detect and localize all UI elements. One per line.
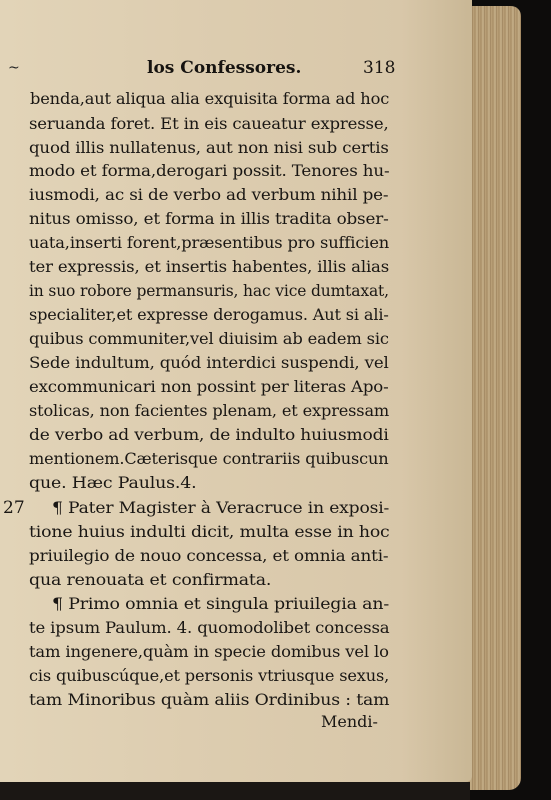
text-line: mentionem.Cæterisque contrariis quibuscun (29, 450, 389, 468)
text-line: priuilegio de nouo concessa, et omnia anti- (29, 547, 389, 565)
text-line: tione huius indulti dicit, multa esse in hoc (29, 523, 390, 541)
text-line: nitus omisso, et forma in illis tradita obser- (29, 210, 389, 228)
running-header (0, 58, 472, 84)
text-line: qua renouata et confirmata. (29, 571, 272, 589)
text-line: excommunicari non possint per literas Apo- (29, 378, 389, 396)
running-title: los Confessores. (147, 58, 302, 78)
text-line: cis quibuscúque,et personis vtriusque sexus, (29, 667, 390, 685)
text-line: uata,inserti forent,præsentibus pro sufficien (29, 234, 390, 252)
text-line: modo et forma,derogari possit. Tenores hu- (29, 162, 390, 180)
margin-number: 27 (3, 498, 25, 518)
text-line: quod illis nullatenus, aut non nisi sub certis (29, 139, 389, 157)
text-line: te ipsum Paulum. 4. quomodolibet concessa (29, 619, 390, 637)
text-line: tam Minoribus quàm aliis Ordinibus : tam (29, 691, 390, 709)
text-line: tam ingenere,quàm in specie domibus vel lo (29, 643, 389, 661)
text-line: benda,aut aliqua alia exquisita forma ad hoc (30, 90, 390, 108)
text-line: que. Hæc Paulus.4. (29, 474, 197, 492)
text-line: Sede indultum, quód interdici suspendi, vel (29, 354, 389, 372)
page-shadow (0, 782, 470, 800)
text-line: ¶ Pater Magister à Veracruce in exposi- (52, 499, 390, 517)
page-number: 318 (363, 58, 396, 78)
header-mark: ~ (8, 60, 20, 76)
text-line: iusmodi, ac si de verbo ad verbum nihil pe- (29, 186, 389, 204)
text-line: specialiter,et expresse derogamus. Aut si ali- (29, 306, 389, 324)
text-line: ter expressis, et insertis habentes, illis alias (29, 258, 390, 276)
text-line: seruanda foret. Et in eis caueatur expresse, (29, 115, 389, 133)
catchword: Mendi- (321, 712, 378, 731)
text-line: stolicas, non facientes plenam, et expressam (29, 402, 390, 420)
text-line: de verbo ad verbum, de indulto huiusmodi (29, 426, 389, 444)
text-line: in suo robore permansuris, hac vice dumtaxat, (29, 282, 389, 300)
text-line: ¶ Primo omnia et singula priuilegia an- (52, 595, 390, 613)
text-line: quibus communiter,vel diuisim ab eadem sic (29, 330, 389, 348)
